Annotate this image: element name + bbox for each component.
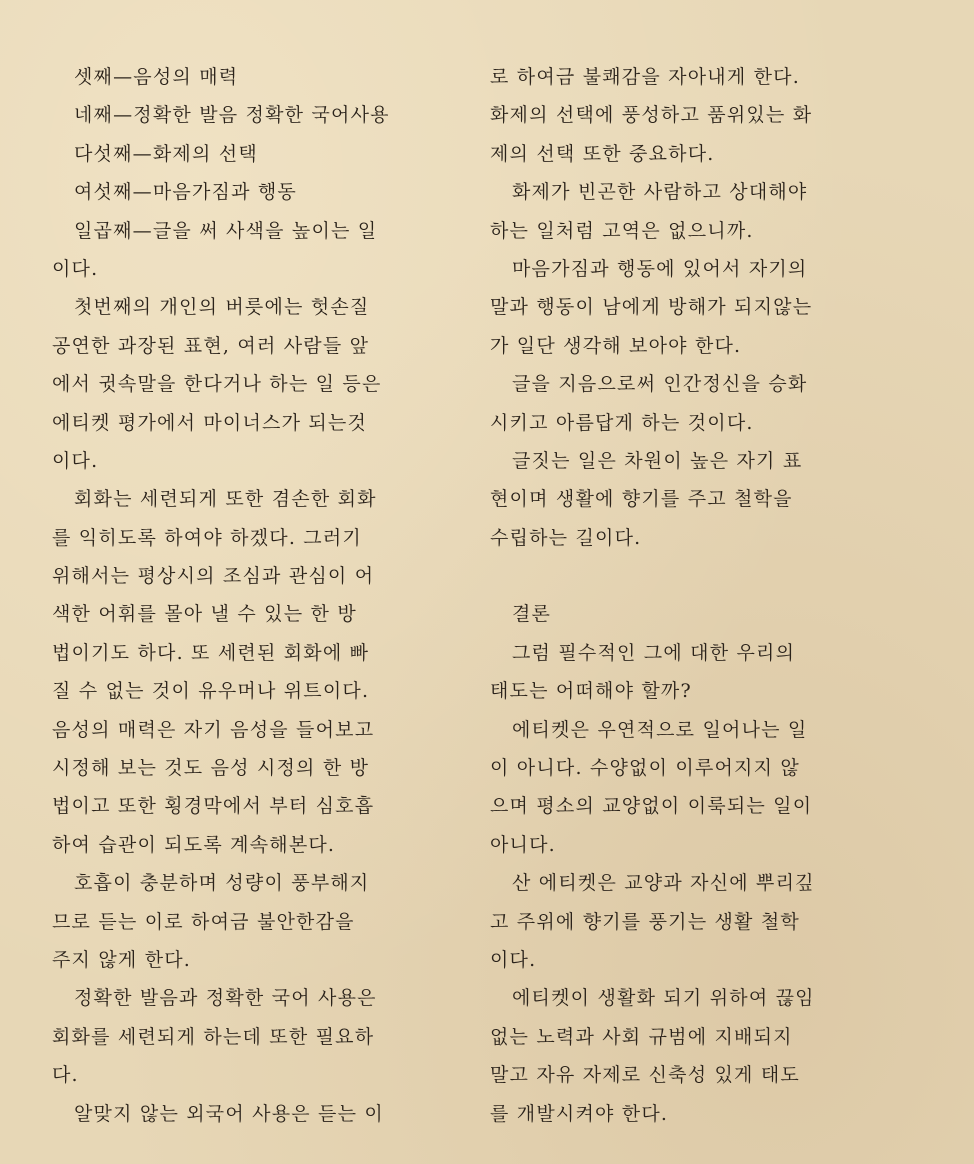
text-line: 공연한 과장된 표현, 여러 사람들 앞 bbox=[52, 334, 370, 357]
text-line: 이다. bbox=[490, 948, 537, 971]
text-line: 산 에티켓은 교양과 자신에 뿌리깊 bbox=[512, 872, 815, 895]
text-line: 색한 어휘를 몰아 낼 수 있는 한 방 bbox=[52, 603, 357, 626]
text-line: 아니다. bbox=[490, 833, 556, 856]
text-line: 에서 귓속말을 한다거나 하는 일 등은 bbox=[52, 373, 382, 396]
text-line: 법이기도 하다. 또 세련된 회화에 빠 bbox=[52, 641, 370, 664]
text-line: 정확한 발음과 정확한 국어 사용은 bbox=[74, 987, 377, 1010]
left-text-column bbox=[52, 58, 462, 1133]
text-line: 제의 선택 또한 중요하다. bbox=[490, 142, 715, 165]
text-line: 여섯째—마음가짐과 행동 bbox=[74, 181, 297, 204]
text-line: 그럼 필수적인 그에 대한 우리의 bbox=[512, 641, 796, 664]
text-line: 글짓는 일은 차원이 높은 자기 표 bbox=[512, 449, 803, 472]
text-line: 이다. bbox=[52, 449, 99, 472]
text-line: 하는 일처럼 고역은 없으니까. bbox=[490, 219, 754, 242]
text-line: 첫번째의 개인의 버릇에는 헛손질 bbox=[74, 296, 370, 319]
text-line: 말고 자유 자제로 신축성 있게 태도 bbox=[490, 1064, 800, 1087]
text-line: 시정해 보는 것도 음성 시정의 한 방 bbox=[52, 757, 370, 780]
text-line: 화제의 선택에 풍성하고 품위있는 화 bbox=[490, 104, 813, 127]
text-line: 마음가짐과 행동에 있어서 자기의 bbox=[512, 257, 808, 280]
text-line: 하여 습관이 되도록 계속해본다. bbox=[52, 833, 336, 856]
text-line: 질 수 없는 것이 유우머나 위트이다. bbox=[52, 680, 370, 703]
text-line: 를 익히도록 하여야 하겠다. 그러기 bbox=[52, 526, 362, 549]
text-line: 결론 bbox=[512, 603, 552, 626]
text-line: 으며 평소의 교양없이 이룩되는 일이 bbox=[490, 795, 813, 818]
text-line: 음성의 매력은 자기 음성을 들어보고 bbox=[52, 718, 375, 741]
text-line bbox=[490, 557, 910, 595]
text-line: 셋째—음성의 매력 bbox=[74, 66, 239, 88]
text-line: 일곱째—글을 써 사색을 높이는 일 bbox=[74, 219, 378, 242]
text-line: 에티켓이 생활화 되기 위하여 끊임 bbox=[512, 987, 815, 1010]
text-line: 현이며 생활에 향기를 주고 철학을 bbox=[490, 488, 793, 511]
text-line: 네째—정확한 발음 정확한 국어사용 bbox=[74, 104, 390, 127]
text-line: 주지 않게 한다. bbox=[52, 948, 192, 971]
text-line: 태도는 어떠해야 할까? bbox=[490, 680, 692, 703]
text-line: 화제가 빈곤한 사람하고 상대해야 bbox=[512, 181, 808, 204]
text-line: 말과 행동이 남에게 방해가 되지않는 bbox=[490, 296, 813, 319]
text-line: 로 하여금 불쾌감을 자아내게 한다. bbox=[490, 66, 800, 88]
text-line: 글을 지음으로써 인간정신을 승화 bbox=[512, 373, 808, 396]
text-line: 수립하는 길이다. bbox=[490, 526, 642, 549]
text-line: 없는 노력과 사회 규범에 지배되지 bbox=[490, 1025, 793, 1048]
text-line: 위해서는 평상시의 조심과 관심이 어 bbox=[52, 565, 375, 588]
text-line: 가 일단 생각해 보아야 한다. bbox=[490, 334, 742, 357]
text-line: 다섯째—화제의 선택 bbox=[74, 142, 258, 165]
right-text-column bbox=[490, 58, 910, 1133]
text-line: 고 주위에 향기를 풍기는 생활 철학 bbox=[490, 910, 800, 933]
text-line: 법이고 또한 횡경막에서 부터 심호흡 bbox=[52, 795, 375, 818]
text-line: 에티켓 평가에서 마이너스가 되는것 bbox=[52, 411, 368, 434]
text-line: 이 아니다. 수양없이 이루어지지 않 bbox=[490, 757, 800, 780]
text-line: 에티켓은 우연적으로 일어나는 일 bbox=[512, 718, 808, 741]
text-line: 회화를 세련되게 하는데 또한 필요하 bbox=[52, 1025, 375, 1048]
text-line: 를 개발시켜야 한다. bbox=[490, 1102, 669, 1125]
text-line: 회화는 세련되게 또한 겸손한 회화 bbox=[74, 488, 377, 511]
text-line: 알맞지 않는 외국어 사용은 듣는 이 bbox=[74, 1102, 384, 1125]
text-line: 호흡이 충분하며 성량이 풍부해지 bbox=[74, 872, 370, 895]
text-line: 므로 듣는 이로 하여금 불안한감을 bbox=[52, 910, 355, 933]
text-line: 이다. bbox=[52, 257, 99, 280]
text-line: 시키고 아름답게 하는 것이다. bbox=[490, 411, 754, 434]
text-line: 다. bbox=[52, 1064, 79, 1087]
